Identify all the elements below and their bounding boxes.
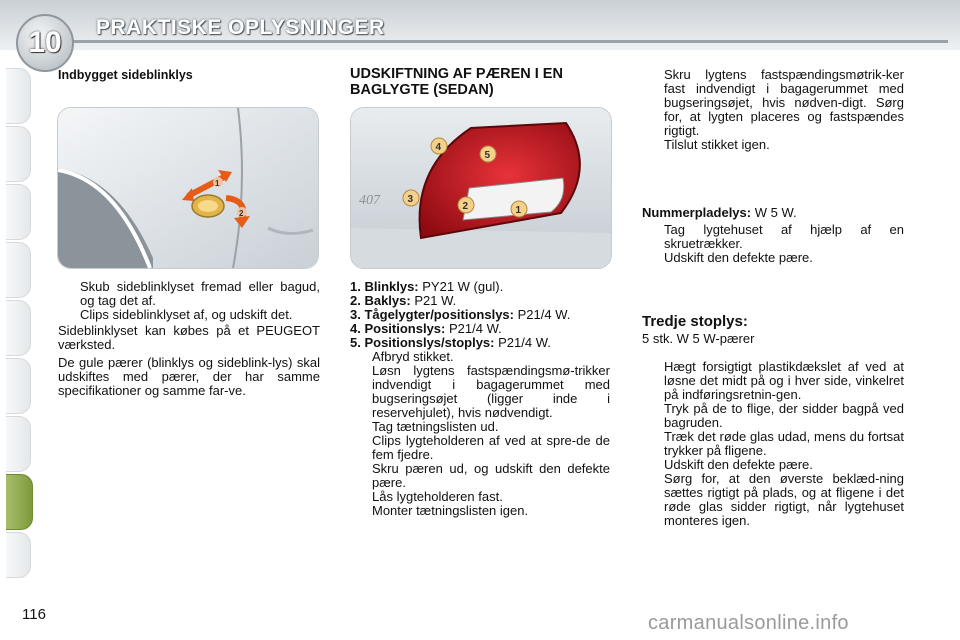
list-item: Skru pæren ud, og udskift den defekte pære. (372, 461, 610, 490)
side-indicator-heading: Indbygget sideblinklys (58, 68, 193, 82)
taillight-callout: 3 (407, 194, 414, 205)
left-photo-callout: 2 (239, 209, 244, 218)
page-number: 116 (22, 606, 46, 623)
chapter-tab[interactable] (6, 416, 31, 472)
left-photo-callout: 1 (215, 179, 220, 188)
chapter-tab[interactable] (6, 242, 31, 298)
section-title: UDSKIFTNING AF PÆREN I EN (350, 66, 563, 82)
list-item: Skub sideblinklyset fremad eller bagud, og tag det af. (80, 279, 320, 308)
chapter-tab[interactable] (6, 68, 31, 124)
page-title: PRAKTISKE OPLYSNINGER (96, 16, 385, 39)
list-item: Tag lygtehuset af hjælp af en skruetrækker. (664, 222, 904, 251)
list-item: Hægt forsigtigt plastikdækslet af ved at løsne det midt på og i hver side, vinkelret på indføringsretnin-gen. (664, 359, 904, 402)
header-rule (60, 40, 948, 43)
side-indicator-photo (57, 107, 319, 269)
watermark: carmanualsonline.info (648, 612, 849, 634)
taillight-photo (350, 107, 612, 269)
lamp-spec: 2. Baklys: P21 W. (350, 293, 457, 308)
taillight-callout: 2 (462, 201, 469, 212)
middle-column-body (350, 280, 610, 518)
section-title: Tredje stoplys: (642, 313, 748, 330)
chapter-tab[interactable] (6, 358, 31, 414)
section-title: BAGLYGTE (SEDAN) (350, 82, 494, 98)
taillight-callout: 1 (515, 205, 522, 216)
number-plate-section (642, 206, 904, 265)
list-item: Udskift den defekte pære. (664, 250, 813, 265)
list-item: Sørg for, at den øverste beklæd-ning sættes rigtigt på plads, og at fligene i det røde glas sidder rigtigt, når lygtehuset monteres igen. (664, 471, 904, 528)
chapter-tab[interactable] (6, 300, 31, 356)
taillight-callout: 4 (435, 142, 442, 153)
list-item: Tag tætningslisten ud. (372, 419, 499, 434)
middle-column-title (350, 66, 610, 98)
model-badge: 407 (359, 193, 380, 208)
list-item: Tryk på de to flige, der sidder bagpå ved bagruden. (664, 401, 904, 430)
list-item: Skru lygtens fastspændingsmøtrik-ker fast indvendigt i bagagerummet med bugseringsøjet, hvis nødven-digt. Sørg for, at lygten placeres og fastspændes rigtigt. (664, 67, 904, 138)
brake-subtitle: 5 stk. W 5 W-pærer (642, 331, 755, 346)
chapter-badge: 10 (16, 14, 74, 72)
list-item: Afbryd stikket. (372, 349, 454, 364)
list-item: Monter tætningslisten igen. (372, 503, 529, 518)
lamp-spec: 4. Positionslys: P21/4 W. (350, 321, 502, 336)
list-item: Clips sideblinklyset af, og udskift det. (80, 307, 293, 322)
lamp-spec: 1. Blinklys: PY21 W (gul). (350, 279, 504, 294)
taillight-callout: 5 (484, 150, 491, 161)
third-brake-light-section (642, 314, 904, 528)
list-item: Clips lygteholderen af ved at spre-de de fem fjedre. (372, 433, 610, 462)
chapter-tab[interactable] (6, 184, 31, 240)
left-column (58, 68, 320, 82)
paragraph: De gule pærer (blinklys og sideblink-lys) skal udskiftes med pærer, der har samme specifikationer og samme far-ve. (58, 355, 320, 398)
list-item: Træk det røde glas udad, mens du fortsat trykker på fligene. (664, 429, 904, 458)
paragraph: Sideblinklyset kan købes på et PEUGEOT værksted. (58, 323, 320, 352)
chapter-tabs (6, 68, 32, 578)
chapter-tab[interactable] (6, 532, 31, 578)
list-item: Tilslut stikket igen. (664, 137, 770, 152)
plate-spec: Nummerpladelys: W 5 W. (642, 205, 797, 220)
list-item: Udskift den defekte pære. (664, 457, 813, 472)
list-item: Lås lygteholderen fast. (372, 489, 503, 504)
chapter-tab[interactable] (6, 126, 31, 182)
left-column-body (58, 280, 320, 398)
lamp-spec: 5. Positionslys/stoplys: P21/4 W. (350, 335, 551, 350)
lamp-spec: 3. Tågelygter/positionslys: P21/4 W. (350, 307, 571, 322)
chapter-tab-active[interactable] (6, 474, 33, 530)
list-item: Løsn lygtens fastspændingsmø-trikker indvendigt i bagagerummet med bugseringsøjet (ligger inde i reservehjulet), hvis nødvendigt. (372, 363, 610, 420)
right-column-top (642, 68, 904, 152)
